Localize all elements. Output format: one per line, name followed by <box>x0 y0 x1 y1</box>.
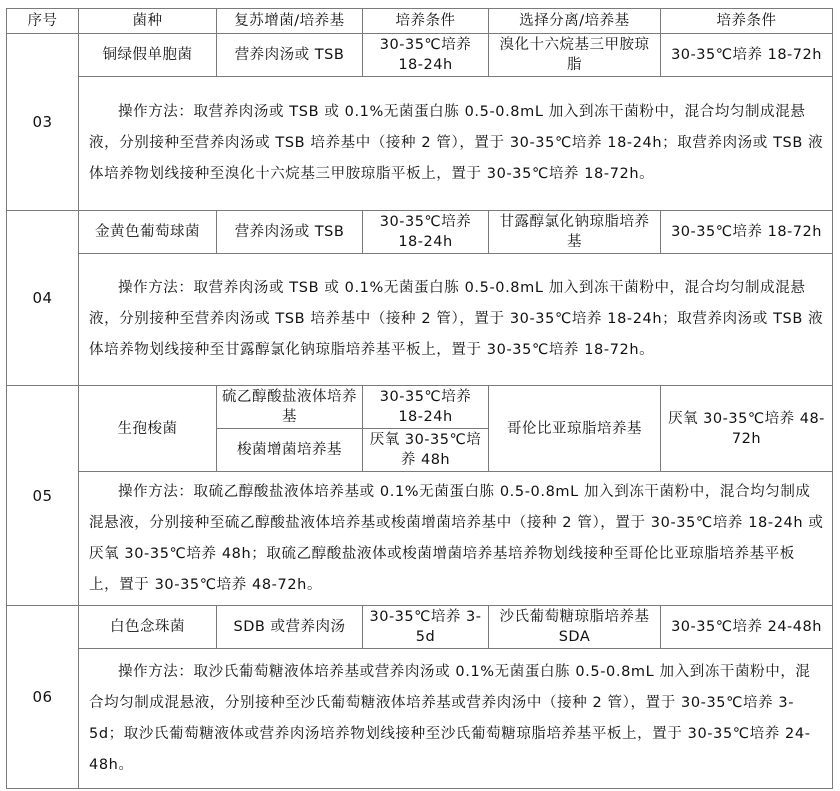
row-strain: 金黄色葡萄球菌 <box>79 211 217 254</box>
row-method: 操作方法：取硫乙醇酸盐液体培养基或 0.1%无菌蛋白胨 0.5-0.8mL 加入到冻干菌粉中，混合均匀制成混悬液，分别接种至硫乙醇酸盐液体培养基或梭菌增菌培养基中（接种 2 管），置于 30-35℃培养 18-24h 或厌氧 30-35℃培养 48h；取硫乙醇酸盐液体或梭菌增菌培养基培养物划线接种至哥伦比亚琼脂培养基平板上，置于 30-35℃培养 48-72h。 <box>79 472 833 606</box>
table-row-method <box>7 472 833 606</box>
row-revive-medium-2: 梭菌增菌培养基 <box>217 429 363 472</box>
header-revive-condition: 培养条件 <box>363 9 489 34</box>
header-select-medium: 选择分离/培养基 <box>489 9 661 34</box>
culture-method-table <box>6 8 833 789</box>
row-select-medium: 溴化十六烷基三甲胺琼脂 <box>489 34 661 77</box>
row-select-medium: 哥伦比亚琼脂培养基 <box>489 386 661 472</box>
row-method: 操作方法：取营养肉汤或 TSB 或 0.1%无菌蛋白胨 0.5-0.8mL 加入到冻干菌粉中，混合均匀制成混悬液，分别接种至营养肉汤或 TSB 培养基中（接种 2 管），置于 30-35℃培养 18-24h；取营养肉汤或 TSB 液体培养物划线接种至甘露醇氯化钠琼脂培养基平板上，置于 30-35℃培养 18-72h。 <box>79 254 833 386</box>
row-seq: 05 <box>7 386 79 606</box>
row-strain: 白色念珠菌 <box>79 606 217 649</box>
table-row <box>7 34 833 77</box>
culture-method-table-document <box>6 8 832 789</box>
table-row <box>7 386 833 429</box>
row-method: 操作方法：取沙氏葡萄糖液体培养基或营养肉汤或 0.1%无菌蛋白胨 0.5-0.8mL 加入到冻干菌粉中，混合均匀制成混悬液，分别接种至沙氏葡萄糖液体培养基或营养肉汤中（接种 2 管），置于 30-35℃培养 3-5d；取沙氏葡萄糖液体或营养肉汤培养物划线接种至沙氏葡萄糖琼脂培养基平板上，置于 30-35℃培养 24-48h。 <box>79 649 833 789</box>
table-row <box>7 211 833 254</box>
row-select-medium: 沙氏葡萄糖琼脂培养基 SDA <box>489 606 661 649</box>
row-select-condition: 厌氧 30-35℃培养 48-72h <box>661 386 833 472</box>
row-revive-condition: 30-35℃培养 3-5d <box>363 606 489 649</box>
row-select-condition: 30-35℃培养 24-48h <box>661 606 833 649</box>
row-method: 操作方法：取营养肉汤或 TSB 或 0.1%无菌蛋白胨 0.5-0.8mL 加入到冻干菌粉中，混合均匀制成混悬液，分别接种至营养肉汤或 TSB 培养基中（接种 2 管），置于 30-35℃培养 18-24h；取营养肉汤或 TSB 液体培养物划线接种至溴化十六烷基三甲胺琼脂平板上，置于 30-35℃培养 18-72h。 <box>79 77 833 211</box>
row-strain: 铜绿假单胞菌 <box>79 34 217 77</box>
row-seq: 04 <box>7 211 79 386</box>
row-revive-condition-2: 厌氧 30-35℃培养 48h <box>363 429 489 472</box>
row-revive-condition-1: 30-35℃培养 18-24h <box>363 386 489 429</box>
row-seq: 06 <box>7 606 79 789</box>
header-revive-medium: 复苏增菌/培养基 <box>217 9 363 34</box>
row-seq: 03 <box>7 34 79 211</box>
row-revive-condition: 30-35℃培养 18-24h <box>363 211 489 254</box>
row-strain: 生孢梭菌 <box>79 386 217 472</box>
table-row <box>7 606 833 649</box>
row-revive-medium: SDB 或营养肉汤 <box>217 606 363 649</box>
row-revive-medium-1: 硫乙醇酸盐液体培养基 <box>217 386 363 429</box>
row-revive-condition: 30-35℃培养 18-24h <box>363 34 489 77</box>
row-select-condition: 30-35℃培养 18-72h <box>661 211 833 254</box>
table-row-method <box>7 77 833 211</box>
row-revive-medium: 营养肉汤或 TSB <box>217 211 363 254</box>
row-select-medium: 甘露醇氯化钠琼脂培养基 <box>489 211 661 254</box>
row-revive-medium: 营养肉汤或 TSB <box>217 34 363 77</box>
row-select-condition: 30-35℃培养 18-72h <box>661 34 833 77</box>
table-row-method <box>7 649 833 789</box>
table-row-method <box>7 254 833 386</box>
header-select-condition: 培养条件 <box>661 9 833 34</box>
header-seq: 序号 <box>7 9 79 34</box>
table-header-row <box>7 9 833 34</box>
header-strain: 菌种 <box>79 9 217 34</box>
